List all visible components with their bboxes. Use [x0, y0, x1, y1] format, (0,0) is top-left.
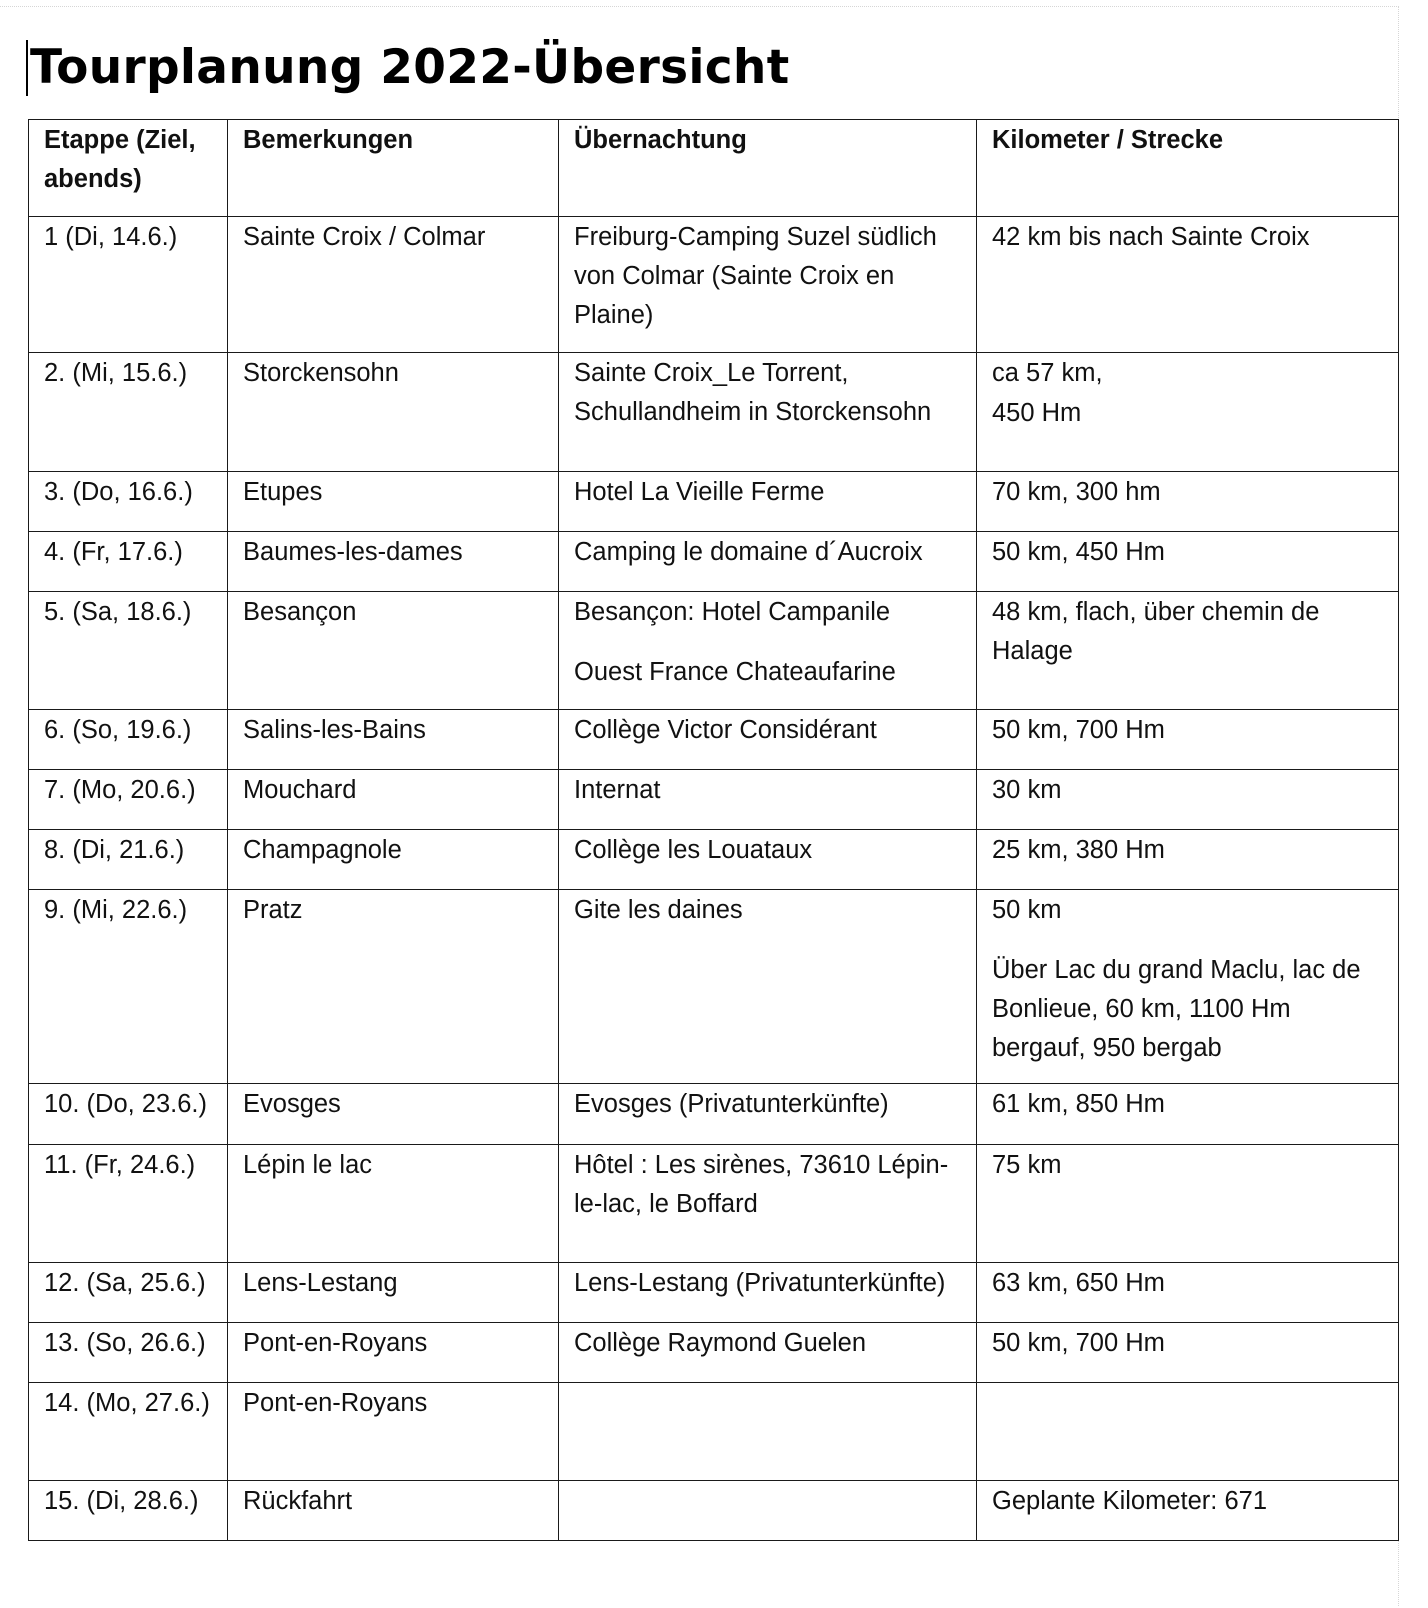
accommodation-cell	[559, 1383, 977, 1481]
accommodation-cell: Gite les daines	[559, 890, 977, 1084]
remarks-cell: Pratz	[228, 890, 559, 1084]
table-row	[29, 532, 1399, 592]
table-row	[29, 830, 1399, 890]
accommodation-line: Besançon: Hotel Campanile	[574, 598, 891, 626]
stage-cell: 13. (So, 26.6.)	[29, 1323, 228, 1383]
remarks-cell: Salins-les-Bains	[228, 710, 559, 770]
accommodation-cell: Freiburg-Camping Suzel südlich von Colmar (Sainte Croix en Plaine)	[559, 217, 977, 353]
stage-cell: 2. (Mi, 15.6.)	[29, 353, 228, 472]
stage-cell: 3. (Do, 16.6.)	[29, 472, 228, 532]
tour-plan-table	[28, 119, 1399, 1541]
remarks-cell: Pont-en-Royans	[228, 1383, 559, 1481]
accommodation-cell: Sainte Croix_Le Torrent, Schullandheim in Storckensohn	[559, 353, 977, 472]
total-distance-cell: Geplante Kilometer: 671	[977, 1481, 1399, 1541]
stage-cell: 7. (Mo, 20.6.)	[29, 770, 228, 830]
stage-cell: 14. (Mo, 27.6.)	[29, 1383, 228, 1481]
remarks-cell: Baumes-les-dames	[228, 532, 559, 592]
distance-cell: 50 km, 700 Hm	[977, 1323, 1399, 1383]
table-row	[29, 1481, 1399, 1541]
header-stage: Etappe (Ziel, abends)	[29, 120, 228, 217]
table-row	[29, 890, 1399, 1084]
distance-cell: 63 km, 650 Hm	[977, 1263, 1399, 1323]
table-header-row	[29, 120, 1399, 217]
accommodation-cell: Collège les Louataux	[559, 830, 977, 890]
table-row	[29, 710, 1399, 770]
table-row	[29, 353, 1399, 472]
accommodation-cell: Camping le domaine d´Aucroix	[559, 532, 977, 592]
accommodation-cell	[559, 592, 977, 710]
accommodation-cell: Collège Raymond Guelen	[559, 1323, 977, 1383]
table-row	[29, 770, 1399, 830]
accommodation-cell: Internat	[559, 770, 977, 830]
remarks-cell: Pont-en-Royans	[228, 1323, 559, 1383]
accommodation-cell: Hôtel : Les sirènes, 73610 Lépin-le-lac, le Boffard	[559, 1145, 977, 1263]
distance-cell	[977, 890, 1399, 1084]
distance-line: Über Lac du grand Maclu, lac de Bonlieue, 60 km, 1100 Hm bergauf, 950 bergab	[992, 956, 1361, 1062]
distance-line: 50 km	[992, 896, 1062, 924]
distance-cell: 50 km, 450 Hm	[977, 532, 1399, 592]
stage-cell: 5. (Sa, 18.6.)	[29, 592, 228, 710]
distance-cell: 25 km, 380 Hm	[977, 830, 1399, 890]
text-cursor	[26, 40, 28, 96]
remarks-cell: Evosges	[228, 1084, 559, 1145]
accommodation-line: Ouest France Chateaufarine	[574, 658, 896, 686]
stage-cell: 15. (Di, 28.6.)	[29, 1481, 228, 1541]
accommodation-cell: Collège Victor Considérant	[559, 710, 977, 770]
table-row	[29, 1084, 1399, 1145]
stage-cell: 10. (Do, 23.6.)	[29, 1084, 228, 1145]
table-row	[29, 1263, 1399, 1323]
accommodation-cell	[559, 1481, 977, 1541]
distance-cell: 75 km	[977, 1145, 1399, 1263]
stage-cell: 1 (Di, 14.6.)	[29, 217, 228, 353]
stage-cell: 11. (Fr, 24.6.)	[29, 1145, 228, 1263]
remarks-cell: Etupes	[228, 472, 559, 532]
remarks-cell: Besançon	[228, 592, 559, 710]
distance-cell: 42 km bis nach Sainte Croix	[977, 217, 1399, 353]
distance-cell	[977, 353, 1399, 472]
accommodation-cell: Hotel La Vieille Ferme	[559, 472, 977, 532]
stage-cell: 8. (Di, 21.6.)	[29, 830, 228, 890]
header-remarks: Bemerkungen	[228, 120, 559, 217]
remarks-cell: Lépin le lac	[228, 1145, 559, 1263]
remarks-cell: Storckensohn	[228, 353, 559, 472]
distance-cell	[977, 1383, 1399, 1481]
stage-cell: 6. (So, 19.6.)	[29, 710, 228, 770]
table-row	[29, 592, 1399, 710]
distance-cell: 50 km, 700 Hm	[977, 710, 1399, 770]
stage-cell: 4. (Fr, 17.6.)	[29, 532, 228, 592]
distance-cell: 48 km, flach, über chemin de Halage	[977, 592, 1399, 710]
remarks-cell: Mouchard	[228, 770, 559, 830]
remarks-cell: Sainte Croix / Colmar	[228, 217, 559, 353]
distance-line: 450 Hm	[992, 399, 1082, 427]
distance-cell: 70 km, 300 hm	[977, 472, 1399, 532]
accommodation-cell: Lens-Lestang (Privatunterkünfte)	[559, 1263, 977, 1323]
document-title: Tourplanung 2022-Übersicht	[30, 40, 790, 95]
remarks-cell: Champagnole	[228, 830, 559, 890]
table-row	[29, 472, 1399, 532]
remarks-cell: Lens-Lestang	[228, 1263, 559, 1323]
table-row	[29, 1323, 1399, 1383]
distance-line: ca 57 km,	[992, 359, 1103, 387]
table-row	[29, 1145, 1399, 1263]
distance-cell: 30 km	[977, 770, 1399, 830]
table-row	[29, 1383, 1399, 1481]
header-distance: Kilometer / Strecke	[977, 120, 1399, 217]
stage-cell: 12. (Sa, 25.6.)	[29, 1263, 228, 1323]
remarks-cell: Rückfahrt	[228, 1481, 559, 1541]
table-row	[29, 217, 1399, 353]
stage-cell: 9. (Mi, 22.6.)	[29, 890, 228, 1084]
distance-cell: 61 km, 850 Hm	[977, 1084, 1399, 1145]
accommodation-cell: Evosges (Privatunterkünfte)	[559, 1084, 977, 1145]
header-accommodation: Übernachtung	[559, 120, 977, 217]
